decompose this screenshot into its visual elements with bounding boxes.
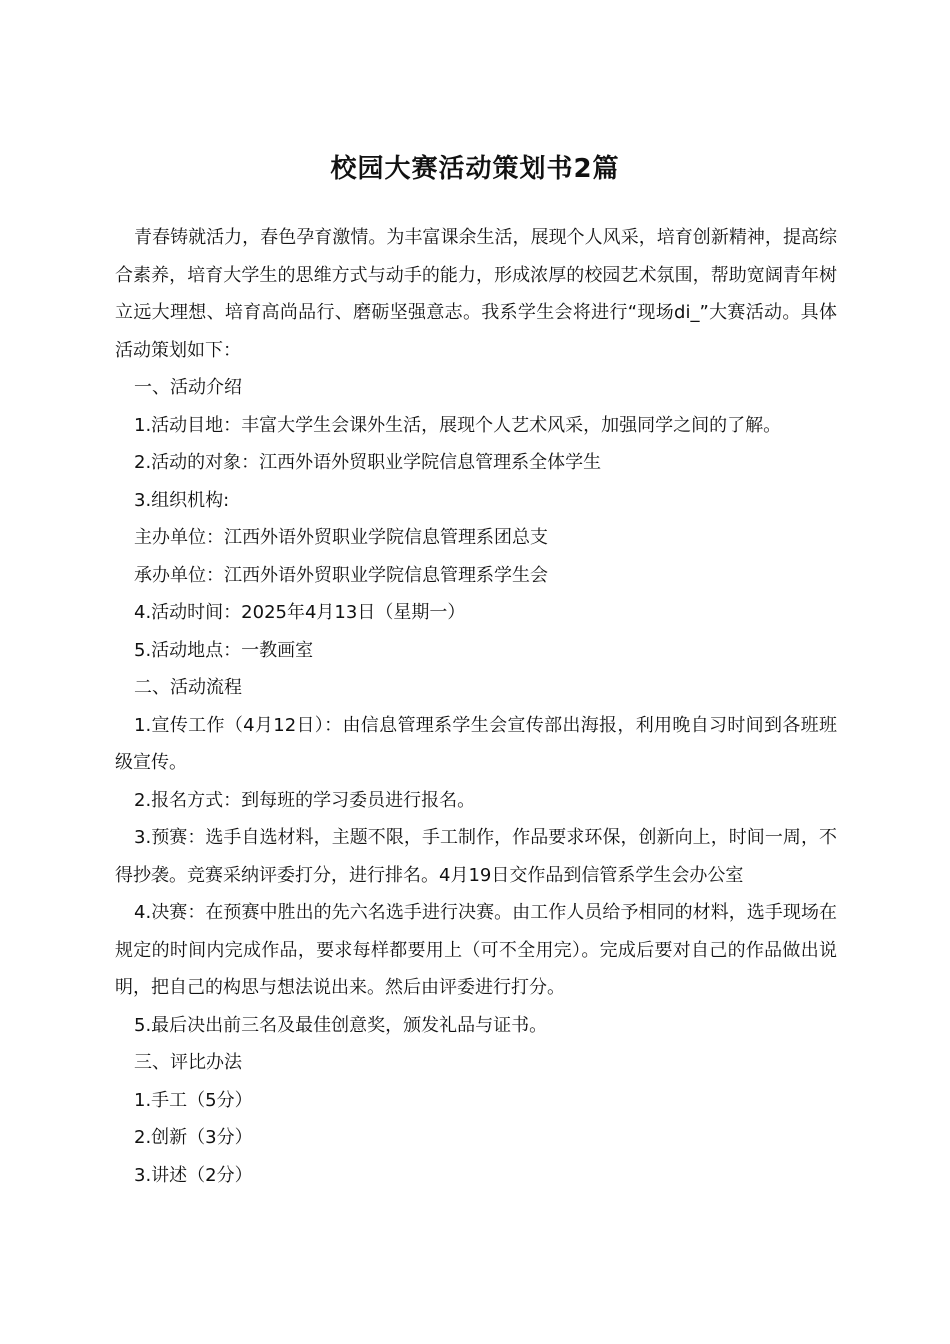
list-item: 4.决赛：在预赛中胜出的先六名选手进行决赛。由工作人员给予相同的材料，选手现场在规定的时间内完成作品，要求每样都要用上（可不全用完）。完成后要对自己的作品做出说明，把自己的构思与想法说出来。然后由评委进行打分。 bbox=[115, 902, 837, 998]
list-item: 4.活动时间：2025年4月13日（星期一） bbox=[134, 602, 466, 623]
list-item: 承办单位：江西外语外贸职业学院信息管理系学生会 bbox=[134, 564, 548, 586]
list-item: 1.宣传工作（4月12日）：由信息管理系学生会宣传部出海报，利用晚自习时间到各班班级宣传。 bbox=[115, 714, 837, 773]
section-heading: 二、活动流程 bbox=[134, 677, 242, 698]
list-item: 1.手工（5分） bbox=[134, 1089, 253, 1111]
document-title: 校园大赛活动策划书2篇 bbox=[330, 154, 620, 185]
document-body bbox=[115, 219, 837, 1194]
list-item: 3.讲述（2分） bbox=[134, 1164, 253, 1186]
list-item: 3.预赛：选手自选材料，主题不限，手工制作，作品要求环保，创新向上，时间一周，不得抄袭。竞赛采纳评委打分，进行排名。4月19日交作品到信管系学生会办公室 bbox=[115, 827, 837, 886]
intro-paragraph: 青春铸就活力，春色孕育激情。为丰富课余生活，展现个人风采，培育创新精神，提高综合素养，培育大学生的思维方式与动手的能力，形成浓厚的校园艺术氛围，帮助宽阔青年树立远大理想、培育高尚品行、磨砺坚强意志。我系学生会将进行“现场di_”大赛活动。具体活动策划如下： bbox=[115, 227, 837, 361]
list-item: 2.报名方式：到每班的学习委员进行报名。 bbox=[134, 789, 476, 811]
list-item: 2.创新（3分） bbox=[134, 1127, 253, 1148]
list-item: 5.活动地点：一教画室 bbox=[134, 639, 314, 661]
list-item: 2.活动的对象：江西外语外贸职业学院信息管理系全体学生 bbox=[134, 452, 602, 473]
list-item: 5.最后决出前三名及最佳创意奖，颁发礼品与证书。 bbox=[134, 1014, 548, 1036]
section-heading: 三、评比办法 bbox=[134, 1052, 242, 1073]
list-item: 主办单位：江西外语外贸职业学院信息管理系团总支 bbox=[134, 527, 548, 548]
list-item: 1.活动目地：丰富大学生会课外生活，展现个人艺术风采，加强同学之间的了解。 bbox=[134, 414, 782, 436]
section-heading: 一、活动介绍 bbox=[134, 377, 242, 398]
list-item: 3.组织机构: bbox=[134, 489, 230, 511]
